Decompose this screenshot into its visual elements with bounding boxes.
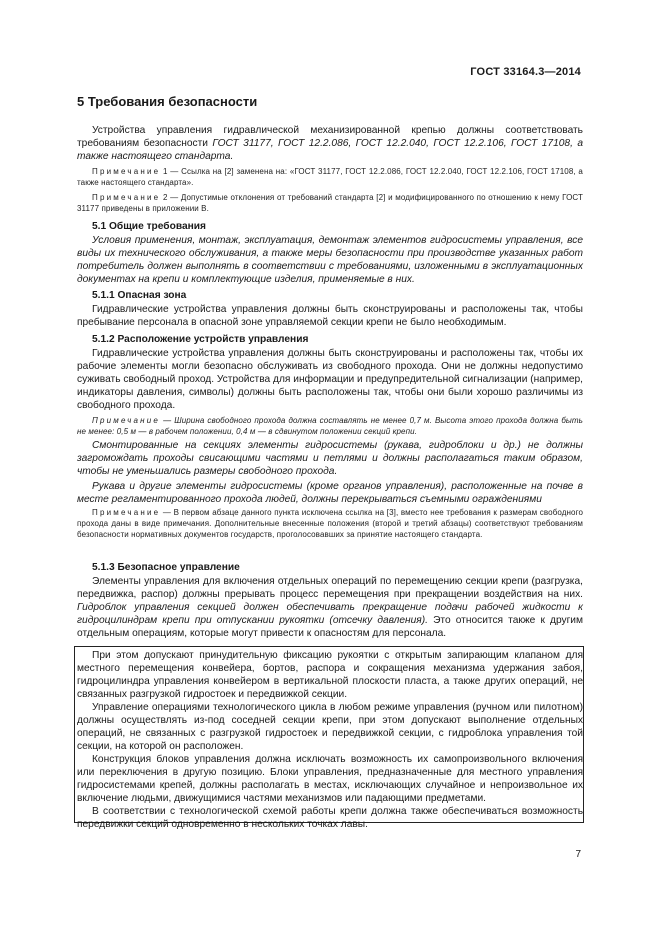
- subsection-5-1-1-text: Гидравлические устройства управления должны быть сконструированы и расположены так, чтобы пребывание персонала в опасной зоне управляемой секции крепи не было необходимым.: [77, 304, 583, 328]
- note-5-1-2-second: [77, 507, 583, 540]
- subsection-5-1-text: Условия применения, монтаж, эксплуатация, демонтаж элементов гидросистемы управления, все виды их технического обслуживания, а также меры безопасности при производстве указанных работ потребитель должен выполнять в соответствии с требованиями, изложенными в эксплуатационных документах на крепи и комплектующие изделия, применяемые в них.: [77, 235, 583, 285]
- subsection-5-1-3-normal: Элементы управления для включения отдельных операций по перемещению секции крепи (разгрузка, передвижка, распор) должны прерывать процесс перемещения при прекращении воздействия на них.: [77, 576, 583, 600]
- note-5-1-2-text: — Ширина свободного прохода должна составлять не менее 0,7 м. Высота этого прохода должна быть не менее: 0,5 м — в рабочем положении, 0,4 м — в сдвинутом положении секций крепи.: [77, 416, 583, 436]
- note-5-1-2-second-text: — В первом абзаце данного пункта исключена ссылка на [3], вместо нее требования к размерам свободного прохода даны в виде примечания. Дополнительные внесенные положения (второй и третий абзацы) соответствуют требованиям безопасности нормативных документов государств, проголосовавших за принятие настоящего стандарта.: [77, 508, 583, 539]
- note-1-label: Примечание: [92, 167, 161, 176]
- section-title: 5 Требования безопасности: [77, 94, 258, 109]
- subsection-5-1-2-italic-2: Рукава и другие элементы гидросистемы (кроме органов управления), расположенные на почве в месте регламентированного прохода людей, должны перекрываться съемными ограждениями: [77, 481, 583, 505]
- note-1-text: 1 — Ссылка на [2] заменена на: «ГОСТ 31177, ГОСТ 12.2.086, ГОСТ 12.2.040, ГОСТ 12.2.106, ГОСТ 17108, а также настоящего стандарта».: [77, 167, 583, 187]
- boxed-paragraph-2: Управление операциями технологического цикла в любом режиме управления (ручном или пилотном) должны осуществлять из-под соседней секции крепи, при этом допускают выполнение отдельных операций, не связанных с разгрузкой гидростоек и передвижкой секции, с гидроблока управления той секции, на которой он расположен.: [77, 702, 583, 752]
- subsection-5-1-3-text: [77, 575, 583, 640]
- intro-normal: Устройства управления гидравлической механизированной крепью должны соответствовать требованиям безопасности: [77, 125, 583, 149]
- intro-italic: ГОСТ 31177, ГОСТ 12.2.086, ГОСТ 12.2.040, ГОСТ 12.2.106, ГОСТ 17108, а также настоящего стандарта.: [77, 138, 583, 162]
- note-5-1-2-label: Примечание: [92, 416, 161, 425]
- boxed-paragraph-3: Конструкция блоков управления должна исключать возможность их самопроизвольного включения или переключения в другую позицию. Блоки управления, предназначенные для местного управления гидросистемами крепей, должны располагать в местах, исключающих случайное и непроизвольное их включение людьми, движущимися частями механизмов или падающими предметами.: [77, 754, 583, 804]
- standard-header: ГОСТ 33164.3—2014: [470, 66, 581, 78]
- subsection-5-1-2-text: Гидравлические устройства управления должны быть сконструированы и расположены так, чтобы их рабочие элементы могли безопасно обслуживать из свободного прохода. Они не должны недопустимо суживать свободный проход. Устройства для информации и предупредительной сигнализации (например, индикаторы давления, символы) должны быть расположены так, чтобы они были хорошо различимы из свободного прохода.: [77, 348, 583, 411]
- subsection-5-1-3-italic: Гидроблок управления секцией должен обеспечивать прекращение подачи рабочей жидкости к гидроцилиндрам крепи при отпускании рукоятки (отсечку давления).: [77, 602, 583, 626]
- subsection-5-1-3-tail: Это относится также к другим отдельным операциям, которые могут привести к опасностям для персонала.: [77, 615, 584, 639]
- page-number: 7: [575, 849, 581, 860]
- note-5-1-2: [77, 415, 583, 437]
- boxed-paragraph-1: При этом допускают принудительную фиксацию рукоятки с открытым запирающим клапаном для местного перемещения конвейера, бортов, распора и сокращения механизма удержания забоя, гидроцилиндра управления конвейером в вертикальной плоскости пласта, а также других операций, не связанных разгрузкой гидростоек и передвижкой секции.: [77, 650, 583, 700]
- note-2-label: Примечание: [92, 193, 161, 202]
- note-1: [77, 166, 583, 188]
- subsection-5-1-2-title: 5.1.2 Расположение устройств управления: [92, 334, 309, 345]
- note-5-1-2-second-label: Примечание: [92, 508, 161, 517]
- intro-paragraph: [77, 124, 583, 163]
- note-2-text: 2 — Допустимые отклонения от требований стандарта [2] и модифицированного по отношению к нему ГОСТ 31177 приведены в приложении В.: [77, 193, 583, 213]
- subsection-5-1-3-title: 5.1.3 Безопасное управление: [92, 562, 240, 573]
- subsection-5-1-title: 5.1 Общие требования: [92, 221, 206, 232]
- boxed-paragraph-4: В соответствии с технологической схемой работы крепи должна также обеспечиваться возможность передвижки секций одновременно в нескольких точках лавы.: [77, 806, 583, 830]
- subsection-5-1-1-title: 5.1.1 Опасная зона: [92, 290, 187, 301]
- note-2: [77, 192, 583, 214]
- subsection-5-1-2-italic-1: Смонтированные на секциях элементы гидросистемы (рукава, гидроблоки и др.) не должны загромождать проходы свисающими частями и петлями и должны располагаться таким образом, чтобы не уменьшались размеры свободного прохода.: [77, 440, 583, 477]
